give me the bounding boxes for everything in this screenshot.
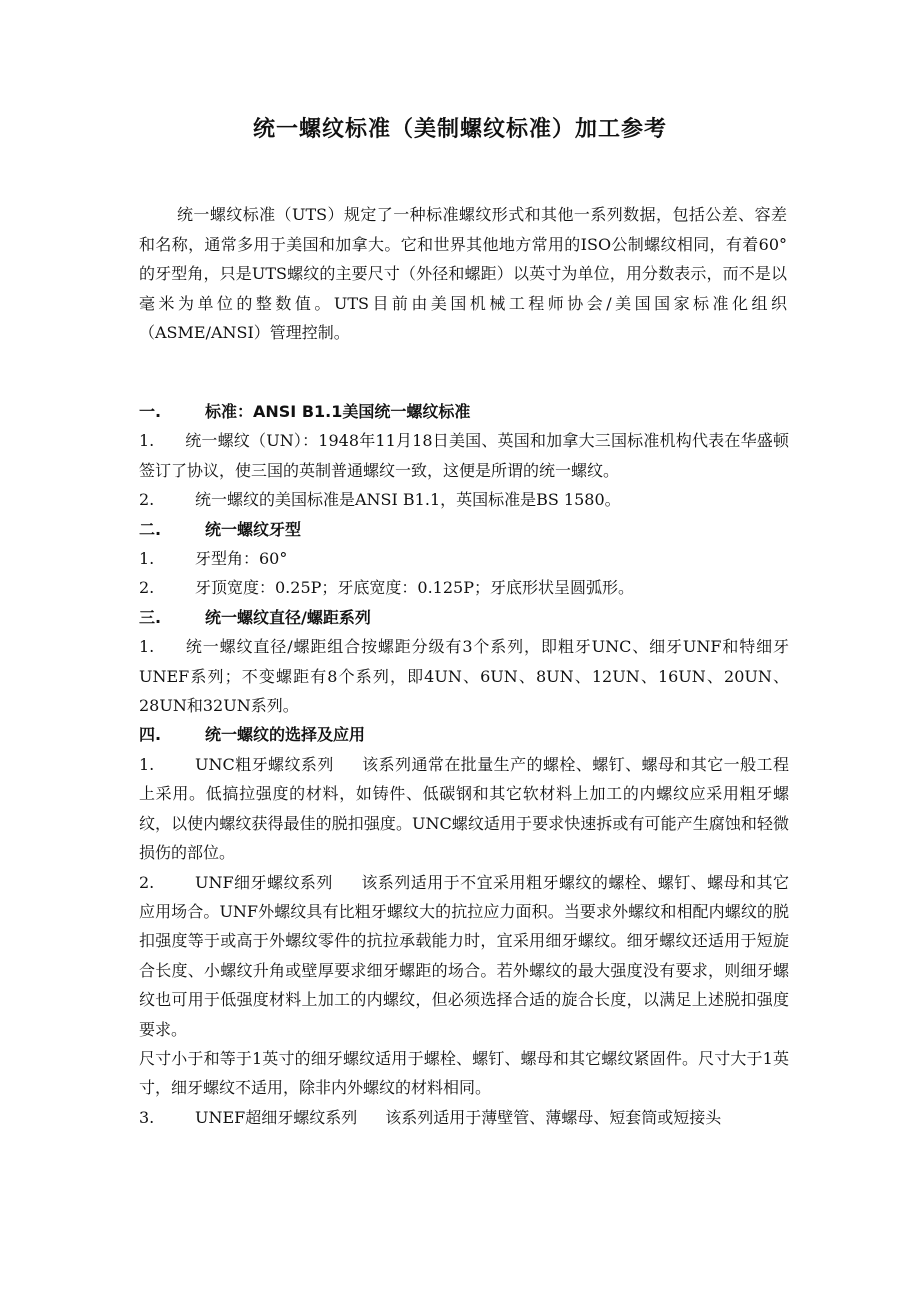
section-title: 统一螺纹直径/螺距系列 xyxy=(205,607,371,627)
list-item xyxy=(139,544,789,573)
list-item xyxy=(139,750,789,868)
section-heading xyxy=(139,515,789,544)
item-text: 尺寸小于和等于1英寸的细牙螺纹适用于螺栓、螺钉、螺母和其它螺纹紧固件。尺寸大于1英寸，细牙螺纹不适用，除非内外螺纹的材料相同。 xyxy=(139,1048,789,1098)
item-label: UNEF超细牙螺纹系列 xyxy=(195,1107,358,1127)
item-text: 该系列适用于薄壁管、薄螺母、短套筒或短接头 xyxy=(385,1107,722,1127)
item-number: 2. xyxy=(139,578,155,598)
list-item xyxy=(139,573,789,602)
item-number: 1. xyxy=(139,754,155,774)
item-number: 2. xyxy=(139,490,155,510)
item-number: 3. xyxy=(139,1107,155,1127)
item-label: UNF细牙螺纹系列 xyxy=(195,872,333,892)
list-item xyxy=(139,868,789,1044)
section-title: 标准：ANSI B1.1美国统一螺纹标准 xyxy=(205,402,471,421)
item-number: 2. xyxy=(139,872,155,892)
list-item xyxy=(139,632,789,720)
item-number: 1. xyxy=(139,431,155,451)
section-number: 三. xyxy=(139,607,162,627)
item-text: 统一螺纹的美国标准是ANSI B1.1，英国标准是BS 1580。 xyxy=(195,490,621,510)
item-number: 1. xyxy=(139,637,155,657)
list-item xyxy=(139,485,789,514)
list-item xyxy=(139,1044,789,1103)
item-text: 牙型角：60° xyxy=(195,549,288,569)
document-body xyxy=(139,397,789,1132)
item-text: 该系列适用于不宜采用粗牙螺纹的螺栓、螺钉、螺母和其它应用场合。UNF外螺纹具有比粗牙螺纹大的抗拉应力面积。当要求外螺纹和相配内螺纹的脱扣强度等于或高于外螺纹零件的抗拉承载能力时，宜采用细牙螺纹。细牙螺纹还适用于短旋合长度、小螺纹升角或壁厚要求细牙螺距的场合。若外螺纹的最大强度没有要求，则细牙螺纹也可用于低强度材料上加工的内螺纹，但必须选择合适的旋合长度，以满足上述脱扣强度要求。 xyxy=(139,872,789,1039)
intro-paragraph: 统一螺纹标准（UTS）规定了一种标准螺纹形式和其他一系列数据，包括公差、容差和名称，通常多用于美国和加拿大。它和世界其他地方常用的ISO公制螺纹相同，有着60°的牙型角，只是UTS螺纹的主要尺寸（外径和螺距）以英寸为单位，用分数表示，而不是以毫米为单位的整数值。UTS目前由美国机械工程师协会/美国国家标准化组织（ASME/ANSI）管理控制。 xyxy=(139,205,787,343)
section-title: 统一螺纹牙型 xyxy=(205,519,302,539)
section-heading xyxy=(139,397,789,426)
item-number: 1. xyxy=(139,549,155,569)
item-text: 统一螺纹（UN）：1948年11月18日美国、英国和加拿大三国标准机构代表在华盛顿签订了协议，使三国的英制普通螺纹一致，这便是所谓的统一螺纹。 xyxy=(139,431,789,480)
item-text: 该系列通常在批量生产的螺栓、螺钉、螺母和其它一般工程上采用。低搞拉强度的材料，如铸件、低碳钢和其它软材料上加工的内螺纹应采用粗牙螺纹，以使内螺纹获得最佳的脱扣强度。UNC螺纹适用于要求快速拆或有可能产生腐蚀和轻微损伤的部位。 xyxy=(139,754,789,863)
page-title: 统一螺纹标准（美制螺纹标准）加工参考 xyxy=(252,117,667,142)
section-number: 四. xyxy=(139,725,162,745)
item-label: UNC粗牙螺纹系列 xyxy=(195,754,334,774)
section-heading xyxy=(139,603,789,632)
item-text: 统一螺纹直径/螺距组合按螺距分级有3个系列，即粗牙UNC、细牙UNF和特细牙UNEF系列；不变螺距有8个系列，即4UN、6UN、8UN、12UN、16UN、20UN、28UN和32UN系列。 xyxy=(139,637,789,716)
section-heading xyxy=(139,720,789,749)
item-text: 牙顶宽度：0.25P；牙底宽度：0.125P；牙底形状呈圆弧形。 xyxy=(195,578,634,598)
section-title: 统一螺纹的选择及应用 xyxy=(205,725,366,745)
section-number: 二. xyxy=(139,519,162,539)
list-item xyxy=(139,1103,789,1132)
section-number: 一. xyxy=(139,402,162,421)
list-item xyxy=(139,426,789,485)
